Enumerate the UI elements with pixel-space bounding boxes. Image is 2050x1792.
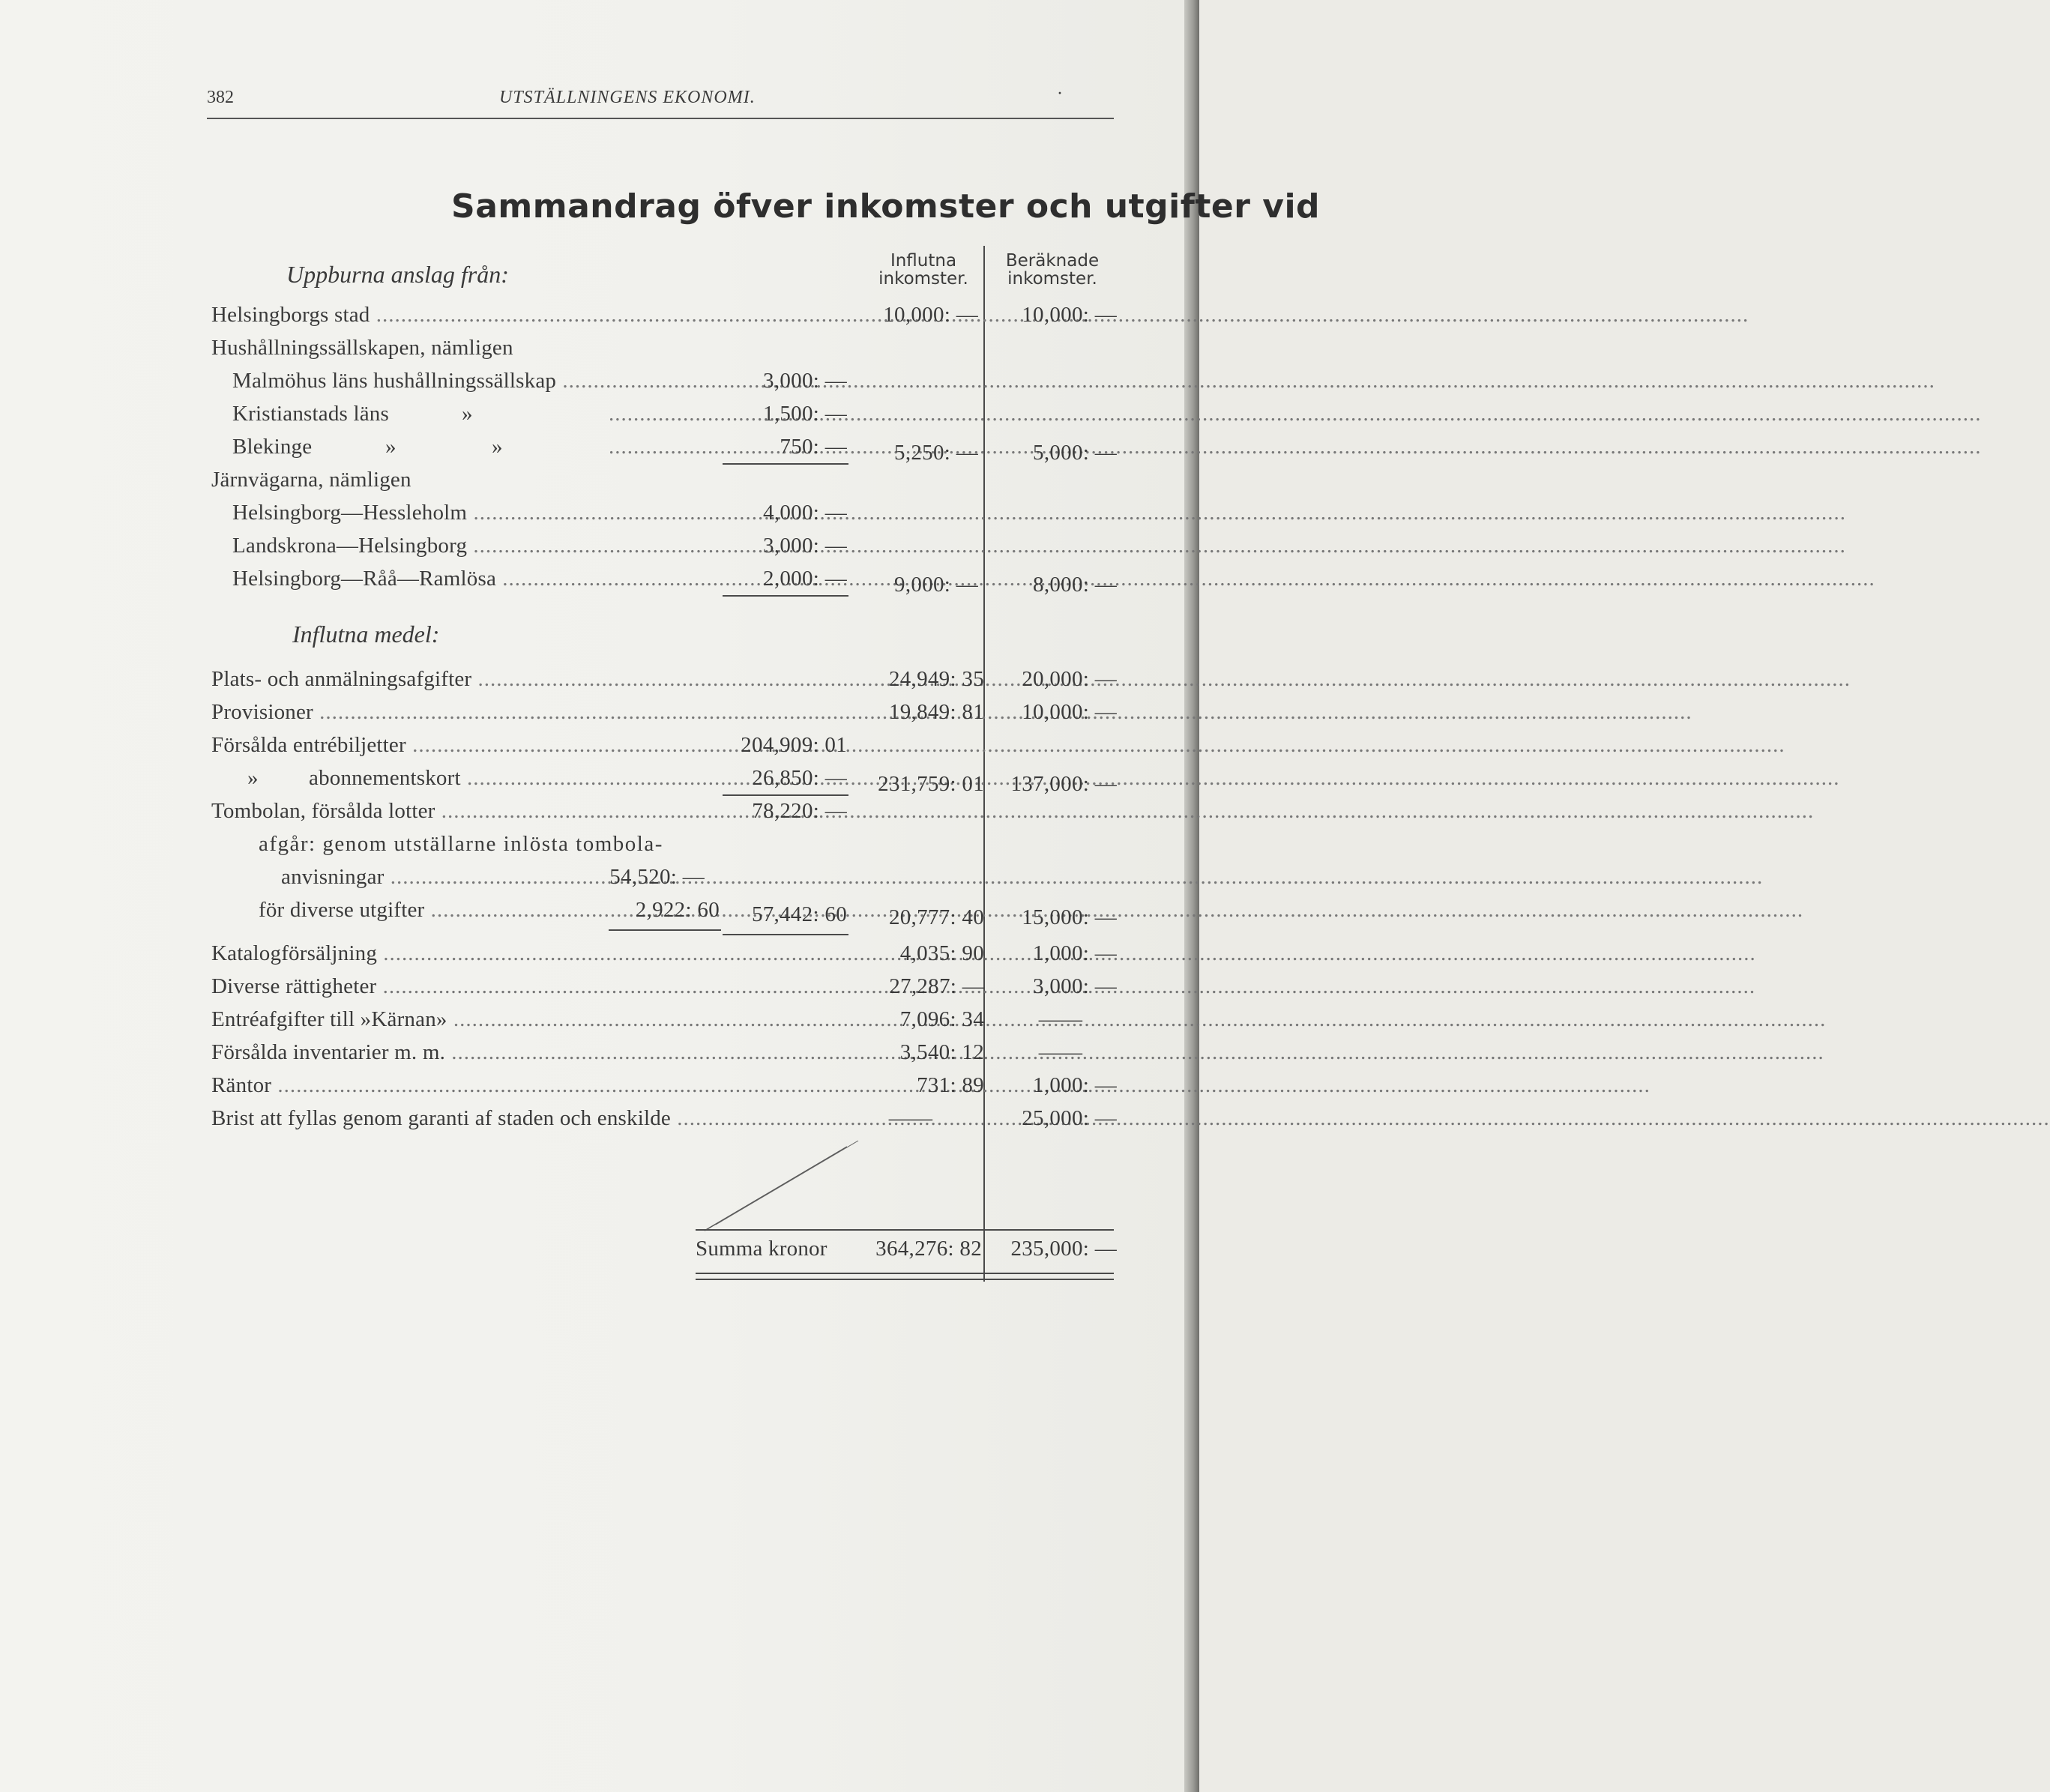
row-label: Räntor .....	[211, 1073, 856, 1098]
row-subamount: 3,000: —	[763, 534, 847, 558]
ledger-row	[0, 974, 1184, 1007]
ledger-row	[0, 733, 1184, 766]
row-label: anvisningar .....	[281, 865, 611, 890]
row-subamount: 204,909: 01	[741, 733, 847, 757]
row-budget: 15,000: —	[1022, 905, 1117, 929]
row-inflow: ——	[888, 1106, 933, 1130]
ledger-row	[0, 468, 1184, 501]
row-subamount: 26,850: —	[752, 766, 847, 790]
column-header-inflow-line2: inkomster.	[878, 269, 968, 289]
row-budget: ——	[1038, 1040, 1083, 1064]
ledger-row	[0, 667, 1184, 700]
row-budget: 1,000: —	[1033, 1073, 1117, 1097]
row-inflow: 4,035: 90	[899, 941, 984, 965]
row-leader	[609, 435, 741, 459]
row-label: Järnvägarna, nämligen	[211, 468, 411, 492]
row-budget: ——	[1038, 1007, 1083, 1031]
header-rule	[207, 118, 1114, 119]
page-number: 382	[207, 88, 234, 107]
row-inflow: 27,287: —	[889, 974, 984, 998]
row-label: abonnementskort .....	[309, 766, 736, 791]
ledger-row	[0, 766, 1184, 799]
ledger-row	[0, 1040, 1184, 1073]
row-leader	[609, 402, 741, 426]
ledger-row	[0, 501, 1184, 534]
ink-dot: ·	[1057, 84, 1063, 103]
row-budget: 20,000: —	[1022, 667, 1117, 691]
ditto-mark: »	[247, 766, 259, 790]
row-subamount: 78,220: —	[752, 799, 847, 823]
row-label: Katalogförsäljning .....	[211, 941, 856, 966]
row-inflow: 19,849: 81	[888, 700, 984, 724]
subtotal-rule	[723, 794, 848, 796]
ledger-row	[0, 1007, 1184, 1040]
row-budget: 25,000: —	[1022, 1106, 1117, 1130]
row-label: Helsingborg—Hessleholm .....	[232, 501, 742, 525]
total-label: Summa kronor	[696, 1237, 827, 1261]
row-inflow: 10,000: —	[883, 303, 978, 327]
row-label: Diverse rättigheter .....	[211, 974, 856, 999]
row-subamount: 750: —	[780, 435, 847, 459]
row-label: Försålda entrébiljetter .....	[211, 733, 736, 758]
total-row	[0, 1237, 1184, 1270]
subtotal-rule	[609, 929, 721, 931]
ledger-row	[0, 832, 1184, 865]
row-label: Blekinge	[232, 435, 313, 459]
row-label: Helsingborg—Råå—Ramlösa .....	[232, 567, 742, 591]
row-inflow: 731: 89	[917, 1073, 984, 1097]
subtotal-rule	[723, 463, 848, 465]
ledger-row	[0, 534, 1184, 567]
row-label: afgår: genom utställarne inlösta tombola-	[259, 832, 663, 856]
row-label: Helsingborgs stad .....	[211, 303, 856, 328]
row-label: Hushållningssällskapen, nämligen	[211, 336, 513, 360]
row-label: Landskrona—Helsingborg .....	[232, 534, 742, 558]
row-subamount: 4,000: —	[763, 501, 847, 525]
subtotal-rule	[723, 934, 848, 935]
row-label: Malmöhus läns hushållningssällskap .....	[232, 369, 742, 393]
row-budget: 3,000: —	[1033, 974, 1117, 998]
row-label: Plats- och anmälningsafgifter .....	[211, 667, 856, 692]
row-inflow: 7,096: 34	[899, 1007, 984, 1031]
row-label: Försålda inventarier m. m. .....	[211, 1040, 856, 1065]
total-rule-double	[696, 1279, 1114, 1280]
ledger-row	[0, 1106, 1184, 1139]
section-heading-medel: Influtna medel:	[292, 621, 440, 648]
row-inflow: 20,777: 40	[888, 905, 984, 929]
ledger-row	[0, 303, 1184, 336]
ledger-row	[0, 700, 1184, 733]
row-budget: 1,000: —	[1033, 941, 1117, 965]
row-budget: 5,000: —	[1033, 441, 1117, 465]
row-inflow: 5,250: —	[894, 441, 978, 465]
column-header-inflow	[863, 252, 983, 288]
total-rule-bottom	[696, 1273, 1114, 1274]
total-budget: 235,000: —	[1010, 1237, 1117, 1261]
section-heading-anslag: Uppburna anslag från:	[286, 261, 509, 288]
ditto-mark: »	[492, 435, 503, 459]
row-inflow: 3,540: 12	[899, 1040, 984, 1064]
row-subsubamount: 2,922: 60	[635, 898, 720, 922]
row-label: för diverse utgifter .....	[259, 898, 611, 923]
row-label: Brist att fyllas genom garanti af staden och enskilde .....	[211, 1106, 856, 1131]
ledger-row	[0, 369, 1184, 402]
ledger-row	[0, 799, 1184, 832]
row-budget: 10,000: —	[1022, 303, 1117, 327]
row-subsubamount: 54,520: —	[609, 865, 705, 889]
row-budget: 10,000: —	[1022, 700, 1117, 724]
row-label: Tombolan, försålda lotter .....	[211, 799, 736, 824]
row-inflow: 231,759: 01	[878, 772, 984, 796]
total-inflow: 364,276: 82	[875, 1237, 982, 1261]
column-header-budget	[988, 252, 1117, 288]
ledger-row	[0, 941, 1184, 974]
ledger-row	[0, 402, 1184, 435]
ledger-row	[0, 898, 1184, 931]
ledger-row	[0, 1073, 1184, 1106]
page-edge-shadow	[1184, 0, 1199, 1792]
row-subamount: 3,000: —	[763, 369, 847, 393]
ledger-row	[0, 567, 1184, 600]
ditto-mark: »	[462, 402, 473, 426]
ditto-mark: »	[385, 435, 397, 459]
row-subamount: 57,442: 60	[751, 902, 847, 926]
ledger-row	[0, 865, 1184, 898]
total-rule-top	[696, 1229, 1114, 1231]
row-subamount: 1,500: —	[763, 402, 847, 426]
row-label: Entréafgifter till »Kärnan» .....	[211, 1007, 856, 1032]
cancel-diagonal-line	[716, 1141, 858, 1225]
column-header-budget-line2: inkomster.	[1007, 269, 1097, 289]
row-inflow: 9,000: —	[894, 573, 978, 597]
row-budget: 8,000: —	[1033, 573, 1117, 597]
cancel-diagonal	[697, 1139, 862, 1237]
ledger-row	[0, 435, 1184, 468]
row-budget: 137,000: —	[1010, 772, 1117, 796]
running-title: UTSTÄLLNINGENS EKONOMI.	[499, 88, 756, 107]
subtotal-rule	[723, 595, 848, 597]
column-header-inflow-line1: Influtna	[890, 251, 957, 271]
page-title: Sammandrag öfver inkomster och utgifter vid	[451, 187, 1321, 226]
column-header-budget-line1: Beräknade	[1005, 251, 1100, 271]
row-subamount: 2,000: —	[763, 567, 847, 591]
row-label: Provisioner .....	[211, 700, 856, 725]
row-inflow: 24,949: 35	[888, 667, 984, 691]
ledger-row	[0, 336, 1184, 369]
cancel-diagonal-line	[705, 1147, 847, 1231]
row-label: Kristianstads läns	[232, 402, 389, 426]
